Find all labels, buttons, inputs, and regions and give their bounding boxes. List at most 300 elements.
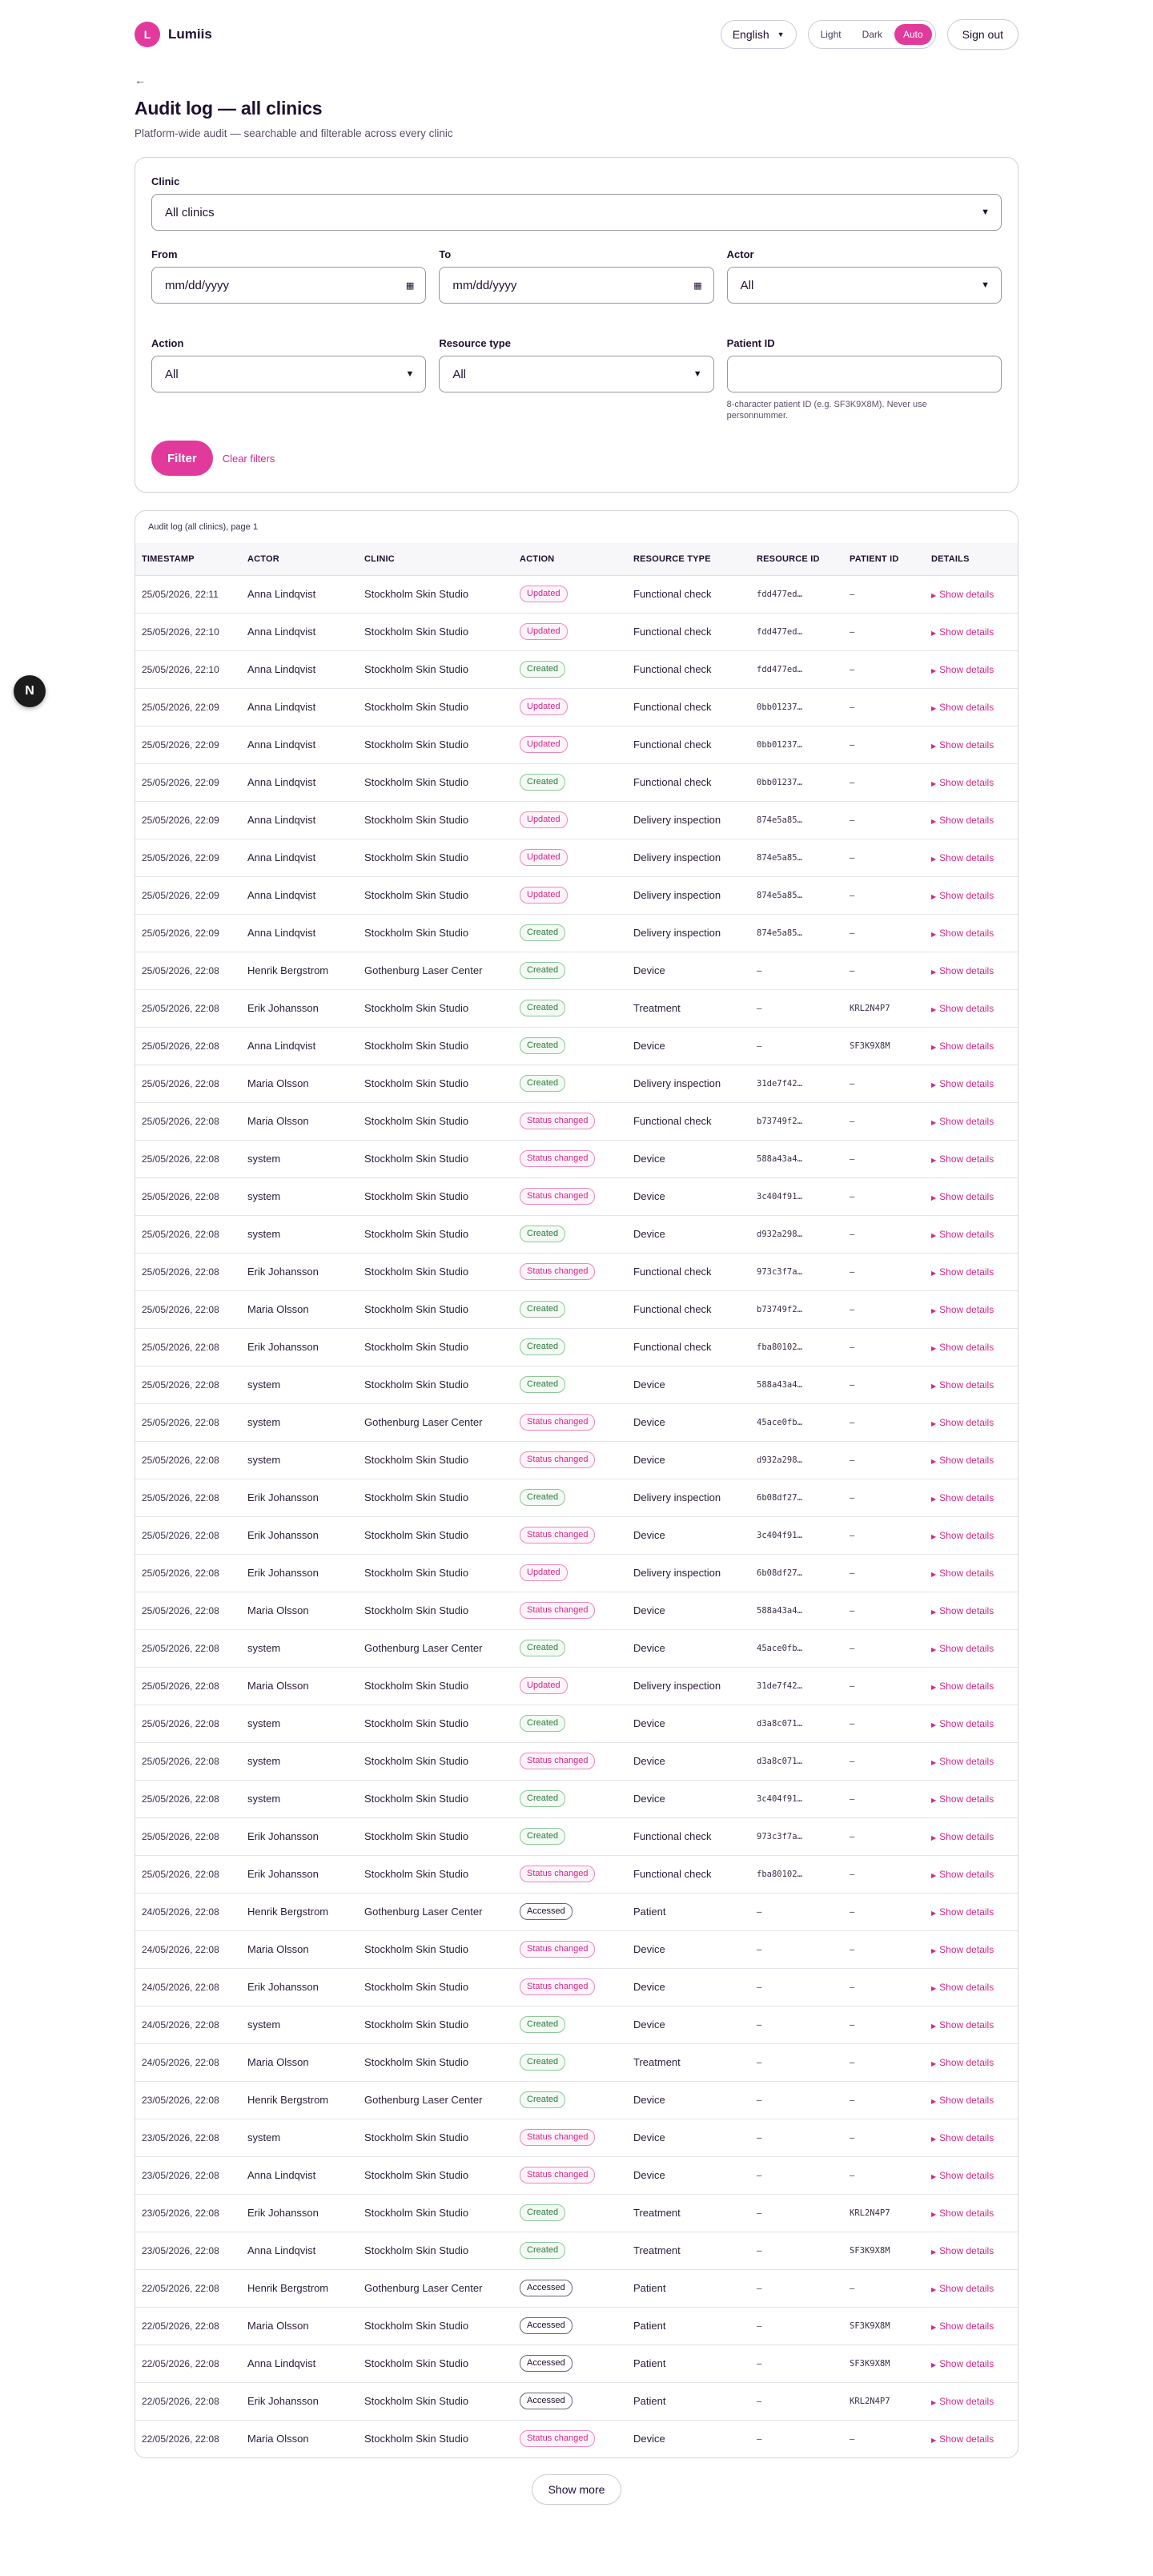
resource-type-cell: Patient xyxy=(627,2269,750,2307)
show-details-toggle[interactable] xyxy=(931,928,994,939)
patient-id-input[interactable] xyxy=(727,356,1002,392)
patient-id-cell: — xyxy=(843,1403,925,1441)
action-badge: Updated xyxy=(520,698,568,715)
timestamp-cell: 24/05/2026, 22:08 xyxy=(135,1930,241,1968)
show-details-toggle[interactable] xyxy=(931,2320,994,2332)
show-details-label: Show details xyxy=(939,2433,994,2445)
action-cell xyxy=(513,2345,627,2382)
details-cell xyxy=(925,613,1018,650)
caret-right-icon: ▶ xyxy=(931,931,937,938)
sign-out-button[interactable]: Sign out xyxy=(947,19,1018,50)
clinic-cell: Stockholm Skin Studio xyxy=(358,1102,513,1140)
action-cell xyxy=(513,650,627,688)
patient-id-cell: — xyxy=(843,1441,925,1479)
show-details-toggle[interactable] xyxy=(931,1906,994,1918)
details-cell xyxy=(925,801,1018,839)
clinic-filter xyxy=(151,175,1002,231)
resource-type-cell: Device xyxy=(627,1780,750,1817)
timestamp-cell: 25/05/2026, 22:08 xyxy=(135,1027,241,1065)
resource-type-cell: Functional check xyxy=(627,1328,750,1366)
actor-cell: system xyxy=(241,1629,358,1667)
show-details-toggle[interactable] xyxy=(931,1680,994,1692)
clinic-cell: Stockholm Skin Studio xyxy=(358,1027,513,1065)
show-details-label: Show details xyxy=(939,2057,994,2068)
clinic-cell: Stockholm Skin Studio xyxy=(358,726,513,763)
from-filter xyxy=(151,248,426,304)
show-details-label: Show details xyxy=(939,1417,994,1428)
show-details-label: Show details xyxy=(939,1003,994,1014)
clinic-cell: Stockholm Skin Studio xyxy=(358,1366,513,1403)
show-details-toggle[interactable] xyxy=(931,589,994,600)
show-details-label: Show details xyxy=(939,1869,994,1880)
actor-cell: Anna Lindqvist xyxy=(241,2156,358,2194)
show-details-toggle[interactable] xyxy=(931,1492,994,1503)
from-label: From xyxy=(151,248,178,260)
show-details-toggle[interactable] xyxy=(931,2358,994,2369)
timestamp-cell: 25/05/2026, 22:08 xyxy=(135,1479,241,1516)
timestamp-cell: 25/05/2026, 22:08 xyxy=(135,1441,241,1479)
caret-right-icon: ▶ xyxy=(931,1081,937,1089)
from-date-placeholder: mm/dd/yyyy xyxy=(165,278,230,292)
resource-id-cell: 588a43a4… xyxy=(750,1140,843,1177)
table-row xyxy=(135,1893,1018,1930)
to-date-placeholder: mm/dd/yyyy xyxy=(452,278,517,292)
resource-type-cell: Delivery inspection xyxy=(627,839,750,876)
show-details-label: Show details xyxy=(939,2019,994,2031)
caret-right-icon: ▶ xyxy=(931,893,937,900)
actor-cell: system xyxy=(241,1140,358,1177)
actor-cell: Maria Olsson xyxy=(241,1290,358,1328)
column-header: RESOURCE TYPE xyxy=(627,543,750,575)
action-cell xyxy=(513,2006,627,2043)
patient-id-cell: — xyxy=(843,1629,925,1667)
clinic-cell: Stockholm Skin Studio xyxy=(358,1290,513,1328)
show-details-toggle[interactable] xyxy=(931,2283,994,2294)
chevron-down-icon: ▼ xyxy=(981,207,990,217)
show-details-toggle[interactable] xyxy=(931,1342,994,1353)
timestamp-cell: 25/05/2026, 22:08 xyxy=(135,1290,241,1328)
show-details-toggle[interactable] xyxy=(931,1116,994,1127)
table-row xyxy=(135,2006,1018,2043)
patient-id-cell: KRL2N4P7 xyxy=(843,989,925,1027)
details-cell xyxy=(925,2232,1018,2269)
table-row xyxy=(135,2382,1018,2420)
action-cell xyxy=(513,1817,627,1855)
details-cell xyxy=(925,575,1018,613)
timestamp-cell: 24/05/2026, 22:08 xyxy=(135,1893,241,1930)
resource-id-cell: 0bb01237… xyxy=(750,726,843,763)
timestamp-cell: 25/05/2026, 22:08 xyxy=(135,1366,241,1403)
theme-light-option[interactable]: Light xyxy=(820,29,842,40)
table-row xyxy=(135,1441,1018,1479)
show-details-toggle[interactable] xyxy=(931,2396,994,2407)
action-cell xyxy=(513,1893,627,1930)
details-cell xyxy=(925,1102,1018,1140)
show-details-toggle[interactable] xyxy=(931,1266,994,1278)
action-select[interactable] xyxy=(151,356,426,392)
brand-name: Lumiis xyxy=(168,26,212,42)
show-details-toggle[interactable] xyxy=(931,1455,994,1466)
clinic-cell: Gothenburg Laser Center xyxy=(358,1893,513,1930)
action-badge: Created xyxy=(520,924,565,941)
language-select[interactable] xyxy=(721,20,797,49)
show-details-toggle[interactable] xyxy=(931,1153,994,1165)
timestamp-cell: 23/05/2026, 22:08 xyxy=(135,2232,241,2269)
clinic-cell: Gothenburg Laser Center xyxy=(358,2081,513,2119)
resource-id-cell: 874e5a85… xyxy=(750,839,843,876)
timestamp-cell: 25/05/2026, 22:08 xyxy=(135,1554,241,1592)
action-badge: Status changed xyxy=(520,1978,595,1995)
actor-cell: Anna Lindqvist xyxy=(241,726,358,763)
patient-id-cell: SF3K9X8M xyxy=(843,2307,925,2345)
resource-id-cell: fdd477ed… xyxy=(750,575,843,613)
show-details-toggle[interactable] xyxy=(931,1078,994,1089)
action-badge: Status changed xyxy=(520,1113,595,1129)
action-badge: Created xyxy=(520,2204,565,2221)
show-details-toggle[interactable] xyxy=(931,2245,994,2256)
show-details-toggle[interactable] xyxy=(931,2057,994,2068)
caret-right-icon: ▶ xyxy=(931,2399,937,2406)
show-details-toggle[interactable] xyxy=(931,626,994,638)
table-row xyxy=(135,989,1018,1027)
resource-type-cell: Functional check xyxy=(627,1855,750,1893)
table-row xyxy=(135,575,1018,613)
details-cell xyxy=(925,989,1018,1027)
table-row xyxy=(135,1742,1018,1780)
back-arrow-icon[interactable]: ← xyxy=(135,74,146,87)
timestamp-cell: 25/05/2026, 22:08 xyxy=(135,1065,241,1102)
actor-cell: Maria Olsson xyxy=(241,2307,358,2345)
patient-id-cell: — xyxy=(843,1215,925,1253)
clinic-cell: Stockholm Skin Studio xyxy=(358,1140,513,1177)
action-badge: Updated xyxy=(520,811,568,828)
details-cell xyxy=(925,1968,1018,2006)
actor-cell: Erik Johansson xyxy=(241,2194,358,2232)
brand-logo: L xyxy=(135,22,160,47)
caret-right-icon: ▶ xyxy=(931,1646,937,1653)
caret-right-icon: ▶ xyxy=(931,2211,937,2218)
show-details-toggle[interactable] xyxy=(931,852,994,863)
table-row xyxy=(135,1705,1018,1742)
brand[interactable] xyxy=(135,22,212,47)
clinic-cell: Stockholm Skin Studio xyxy=(358,1328,513,1366)
timestamp-cell: 25/05/2026, 22:08 xyxy=(135,1817,241,1855)
show-details-label: Show details xyxy=(939,1643,994,1654)
calendar-icon[interactable]: ▦ xyxy=(405,280,415,291)
caret-right-icon: ▶ xyxy=(931,2023,937,2030)
show-details-toggle[interactable] xyxy=(931,890,994,901)
resource-id-cell: — xyxy=(750,2156,843,2194)
show-details-toggle[interactable] xyxy=(931,702,994,713)
show-details-toggle[interactable] xyxy=(931,1568,994,1579)
details-cell xyxy=(925,2119,1018,2156)
actor-cell: system xyxy=(241,1403,358,1441)
actor-cell: system xyxy=(241,2119,358,2156)
details-cell xyxy=(925,952,1018,989)
resource-type-cell: Delivery inspection xyxy=(627,1554,750,1592)
resource-id-cell: — xyxy=(750,1968,843,2006)
actor-cell: Maria Olsson xyxy=(241,1065,358,1102)
table-row xyxy=(135,2194,1018,2232)
resource-id-cell: fdd477ed… xyxy=(750,650,843,688)
show-details-label: Show details xyxy=(939,1906,994,1918)
caret-right-icon: ▶ xyxy=(931,1571,937,1578)
patient-id-cell: — xyxy=(843,1290,925,1328)
clinic-cell: Stockholm Skin Studio xyxy=(358,613,513,650)
actor-cell: Maria Olsson xyxy=(241,2043,358,2081)
timestamp-cell: 25/05/2026, 22:08 xyxy=(135,952,241,989)
show-details-toggle[interactable] xyxy=(931,1756,994,1767)
show-details-label: Show details xyxy=(939,777,994,788)
clinic-cell: Stockholm Skin Studio xyxy=(358,2307,513,2345)
show-details-toggle[interactable] xyxy=(931,2433,994,2445)
show-details-toggle[interactable] xyxy=(931,1944,994,1955)
show-details-toggle[interactable] xyxy=(931,1040,994,1052)
action-badge: Updated xyxy=(520,623,568,640)
clinic-cell: Stockholm Skin Studio xyxy=(358,1592,513,1629)
action-badge: Updated xyxy=(520,1564,568,1581)
caret-right-icon: ▶ xyxy=(931,1119,937,1126)
action-badge: Updated xyxy=(520,586,568,602)
action-cell xyxy=(513,1177,627,1215)
patient-id-cell: — xyxy=(843,613,925,650)
timestamp-cell: 25/05/2026, 22:08 xyxy=(135,1780,241,1817)
timestamp-cell: 25/05/2026, 22:11 xyxy=(135,575,241,613)
theme-auto-option[interactable]: Auto xyxy=(894,24,932,45)
show-details-toggle[interactable] xyxy=(931,2208,994,2219)
action-badge: Status changed xyxy=(520,1527,595,1544)
show-details-toggle[interactable] xyxy=(931,2095,994,2106)
show-details-label: Show details xyxy=(939,2320,994,2332)
clinic-cell: Stockholm Skin Studio xyxy=(358,1742,513,1780)
action-cell xyxy=(513,1253,627,1290)
show-details-toggle[interactable] xyxy=(931,1982,994,1993)
action-badge: Status changed xyxy=(520,1941,595,1958)
show-details-label: Show details xyxy=(939,1530,994,1541)
details-cell xyxy=(925,1253,1018,1290)
resource-type-cell: Device xyxy=(627,1027,750,1065)
show-details-toggle[interactable] xyxy=(931,1605,994,1616)
details-cell xyxy=(925,1065,1018,1102)
action-cell xyxy=(513,1027,627,1065)
actor-cell: Maria Olsson xyxy=(241,1930,358,1968)
table-row xyxy=(135,1102,1018,1140)
patient-id-cell: — xyxy=(843,1667,925,1705)
chevron-down-icon: ▼ xyxy=(405,369,415,379)
timestamp-cell: 23/05/2026, 22:08 xyxy=(135,2119,241,2156)
details-cell xyxy=(925,876,1018,914)
clinic-select[interactable] xyxy=(151,194,1002,231)
show-details-toggle[interactable] xyxy=(931,739,994,751)
calendar-icon[interactable]: ▦ xyxy=(693,280,702,291)
resource-id-cell: 6b08df27… xyxy=(750,1479,843,1516)
show-details-toggle[interactable] xyxy=(931,1869,994,1880)
resource-id-cell: 0bb01237… xyxy=(750,763,843,801)
clinic-cell: Stockholm Skin Studio xyxy=(364,2433,469,2445)
timestamp-cell: 25/05/2026, 22:09 xyxy=(135,726,241,763)
action-badge: Updated xyxy=(520,887,568,904)
caret-right-icon: ▶ xyxy=(931,855,937,863)
table-row xyxy=(135,839,1018,876)
patient-id-filter xyxy=(727,337,1002,421)
resource-id-cell: 45ace0fb… xyxy=(750,1629,843,1667)
caret-right-icon: ▶ xyxy=(931,743,937,750)
from-date-input[interactable] xyxy=(151,267,426,304)
show-details-label: Show details xyxy=(939,2170,994,2181)
table-row xyxy=(135,1215,1018,1253)
patient-id-cell: — xyxy=(843,2119,925,2156)
actor-cell: Anna Lindqvist xyxy=(241,688,358,726)
caret-right-icon: ▶ xyxy=(931,1834,937,1841)
action-badge: Created xyxy=(520,1000,565,1016)
theme-dark-option[interactable]: Dark xyxy=(862,29,882,40)
show-details-toggle[interactable] xyxy=(931,1003,994,1014)
resource-type-cell: Device xyxy=(627,952,750,989)
resource-type-select[interactable] xyxy=(439,356,713,392)
patient-id-cell: — xyxy=(843,1366,925,1403)
show-details-label: Show details xyxy=(939,1982,994,1993)
action-cell xyxy=(513,1403,627,1441)
patient-id-cell: — xyxy=(843,1177,925,1215)
resource-type-cell: Delivery inspection xyxy=(627,801,750,839)
page-title: Audit log — all clinics xyxy=(135,98,323,119)
show-details-toggle[interactable] xyxy=(931,2019,994,2031)
timestamp-cell: 25/05/2026, 22:08 xyxy=(135,1328,241,1366)
show-details-toggle[interactable] xyxy=(931,1191,994,1202)
table-row xyxy=(135,1516,1018,1554)
table-row xyxy=(135,914,1018,952)
clinic-cell: Stockholm Skin Studio xyxy=(358,1253,513,1290)
action-cell xyxy=(513,1592,627,1629)
show-details-label: Show details xyxy=(939,1078,994,1089)
action-cell xyxy=(513,952,627,989)
show-details-toggle[interactable] xyxy=(931,664,994,675)
timestamp-cell: 25/05/2026, 22:09 xyxy=(135,763,241,801)
show-details-toggle[interactable] xyxy=(931,1530,994,1541)
show-details-toggle[interactable] xyxy=(931,965,994,976)
show-details-label: Show details xyxy=(939,589,994,600)
dev-tools-badge[interactable]: N xyxy=(14,675,46,707)
caret-right-icon: ▶ xyxy=(931,1684,937,1691)
table-row xyxy=(135,1479,1018,1516)
action-badge: Updated xyxy=(520,849,568,866)
timestamp-cell: 23/05/2026, 22:08 xyxy=(135,2156,241,2194)
show-more-container xyxy=(135,2474,1018,2505)
resource-type-cell: Patient xyxy=(627,2307,750,2345)
show-more-button[interactable]: Show more xyxy=(532,2474,622,2505)
details-cell xyxy=(925,763,1018,801)
patient-id-label: Patient ID xyxy=(726,337,775,349)
action-badge: Status changed xyxy=(520,1414,595,1431)
table-row xyxy=(135,1629,1018,1667)
show-details-toggle[interactable] xyxy=(931,1229,994,1240)
actor-cell: Erik Johansson xyxy=(241,1328,358,1366)
show-details-label: Show details xyxy=(939,1793,994,1805)
show-details-label: Show details xyxy=(939,1040,994,1052)
table-row xyxy=(135,952,1018,989)
table-row xyxy=(135,2232,1018,2269)
show-details-label: Show details xyxy=(939,1379,994,1391)
resource-type-cell: Functional check xyxy=(627,1290,750,1328)
resource-id-cell: b73749f2… xyxy=(750,1290,843,1328)
to-date-input[interactable] xyxy=(439,267,713,304)
timestamp-cell: 22/05/2026, 22:08 xyxy=(142,2433,219,2445)
show-details-toggle[interactable] xyxy=(931,1793,994,1805)
timestamp-cell: 25/05/2026, 22:08 xyxy=(135,1140,241,1177)
table-row xyxy=(135,1366,1018,1403)
clinic-cell: Stockholm Skin Studio xyxy=(358,763,513,801)
patient-id-cell: — xyxy=(843,1968,925,2006)
to-label: To xyxy=(439,248,452,260)
table-row xyxy=(135,1140,1018,1177)
resource-type-cell: Patient xyxy=(627,2382,750,2420)
resource-type-cell: Device xyxy=(627,1366,750,1403)
actor-cell: Erik Johansson xyxy=(241,1479,358,1516)
show-details-toggle[interactable] xyxy=(931,1304,994,1315)
show-details-toggle[interactable] xyxy=(931,2170,994,2181)
chevron-down-icon: ▼ xyxy=(693,369,702,379)
caret-right-icon: ▶ xyxy=(931,1495,937,1503)
clinic-cell: Stockholm Skin Studio xyxy=(358,1215,513,1253)
table-row xyxy=(135,1554,1018,1592)
action-filter xyxy=(151,337,426,421)
show-details-toggle[interactable] xyxy=(931,2132,994,2143)
show-details-toggle[interactable] xyxy=(931,1417,994,1428)
action-badge: Created xyxy=(520,2091,565,2108)
action-badge: Created xyxy=(520,962,565,979)
show-details-label: Show details xyxy=(939,1605,994,1616)
show-details-label: Show details xyxy=(939,1831,994,1842)
action-badge: Accessed xyxy=(520,1903,572,1920)
show-details-toggle[interactable] xyxy=(931,1643,994,1654)
details-cell xyxy=(925,1366,1018,1403)
actor-cell: Henrik Bergstrom xyxy=(241,2269,358,2307)
timestamp-cell: 25/05/2026, 22:08 xyxy=(135,1742,241,1780)
actor-cell: Maria Olsson xyxy=(247,2433,309,2445)
clinic-cell: Stockholm Skin Studio xyxy=(358,1780,513,1817)
resource-type-cell: Delivery inspection xyxy=(627,1065,750,1102)
details-cell xyxy=(925,726,1018,763)
show-details-toggle[interactable] xyxy=(931,777,994,788)
patient-id-cell: SF3K9X8M xyxy=(843,2232,925,2269)
timestamp-cell: 25/05/2026, 22:09 xyxy=(135,839,241,876)
resource-type-cell: Delivery inspection xyxy=(627,876,750,914)
caret-right-icon: ▶ xyxy=(931,1194,937,1201)
action-badge: Accessed xyxy=(520,2280,572,2296)
show-details-toggle[interactable] xyxy=(931,1831,994,1842)
show-details-label: Show details xyxy=(939,2396,994,2407)
actor-cell: Anna Lindqvist xyxy=(241,650,358,688)
show-details-toggle[interactable] xyxy=(931,1718,994,1729)
actor-select[interactable] xyxy=(727,267,1002,304)
show-details-toggle[interactable] xyxy=(931,815,994,826)
patient-id-cell: — xyxy=(843,688,925,726)
actor-cell: Anna Lindqvist xyxy=(241,2232,358,2269)
clear-filters-link[interactable]: Clear filters xyxy=(222,452,275,465)
clinic-cell: Stockholm Skin Studio xyxy=(358,1177,513,1215)
filter-button[interactable]: Filter xyxy=(151,441,213,476)
patient-id-cell: — xyxy=(843,876,925,914)
details-cell xyxy=(925,1027,1018,1065)
action-badge: Created xyxy=(520,1037,565,1054)
show-details-toggle[interactable] xyxy=(931,1379,994,1391)
action-badge: Status changed xyxy=(520,1150,595,1167)
action-cell xyxy=(513,763,627,801)
action-cell xyxy=(513,575,627,613)
resource-type-cell: Functional check xyxy=(627,650,750,688)
details-cell xyxy=(925,1290,1018,1328)
actor-cell: Anna Lindqvist xyxy=(241,876,358,914)
